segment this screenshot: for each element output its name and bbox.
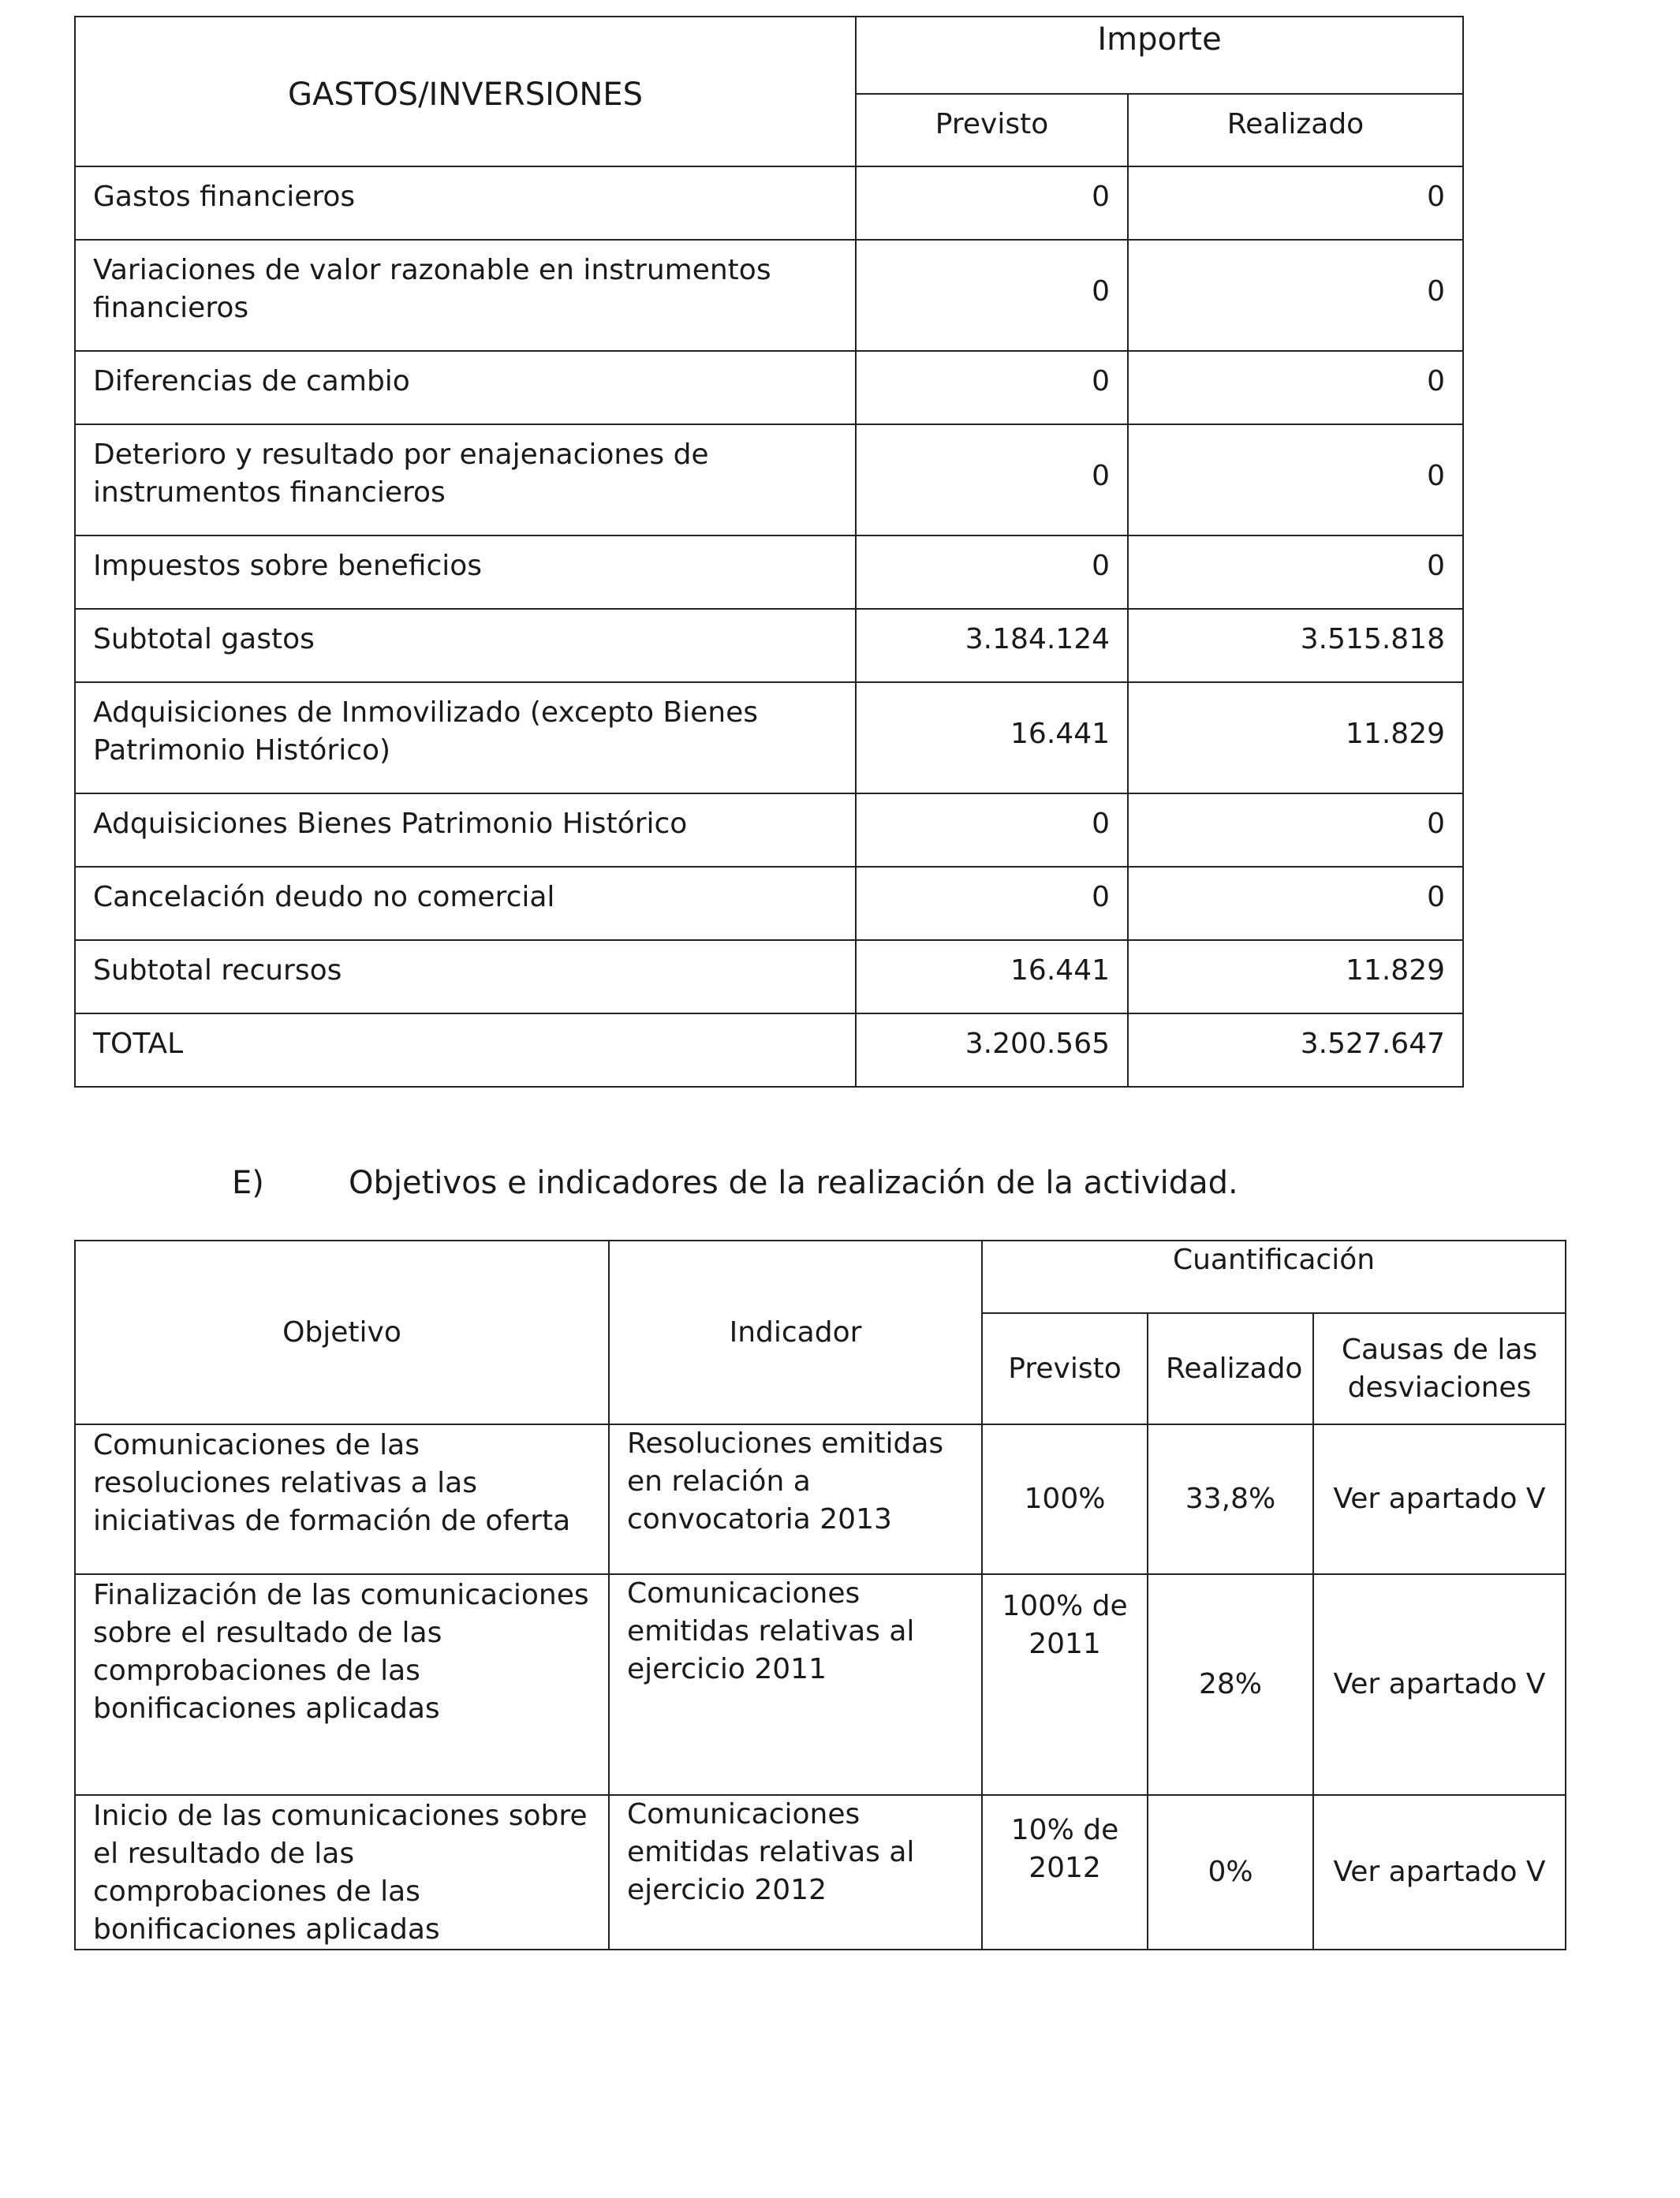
header-cuantificacion: Cuantificación bbox=[982, 1241, 1566, 1313]
table-row bbox=[75, 1013, 1463, 1087]
row-label: Subtotal recursos bbox=[75, 940, 856, 1013]
row-realizado: 0 bbox=[1128, 867, 1463, 940]
row-label: Adquisiciones Bienes Patrimonio Histórico bbox=[75, 793, 856, 867]
row-realizado: 0% bbox=[1148, 1795, 1313, 1950]
header-realizado: Realizado bbox=[1128, 94, 1463, 166]
row-causas: Ver apartado V bbox=[1313, 1574, 1566, 1795]
row-realizado: 11.829 bbox=[1128, 682, 1463, 793]
header-causas: Causas de las desviaciones bbox=[1313, 1313, 1566, 1424]
table-row bbox=[75, 793, 1463, 867]
row-previsto: 10% de 2012 bbox=[982, 1795, 1148, 1950]
table-row bbox=[75, 1574, 1566, 1795]
row-previsto: 100% de 2011 bbox=[982, 1574, 1148, 1795]
row-objetivo: Comunicaciones de las resoluciones relativas a las iniciativas de formación de oferta bbox=[75, 1424, 609, 1574]
row-label: Deterioro y resultado por enajenaciones de instrumentos financieros bbox=[75, 424, 856, 536]
row-previsto: 0 bbox=[856, 536, 1128, 609]
row-previsto: 16.441 bbox=[856, 682, 1128, 793]
row-previsto: 100% bbox=[982, 1424, 1148, 1574]
table-row bbox=[75, 682, 1463, 793]
header-previsto: Previsto bbox=[982, 1313, 1148, 1424]
row-label: Impuestos sobre beneficios bbox=[75, 536, 856, 609]
row-realizado: 11.829 bbox=[1128, 940, 1463, 1013]
row-realizado: 0 bbox=[1128, 424, 1463, 536]
section-title: Objetivos e indicadores de la realización de la actividad. bbox=[349, 1165, 1238, 1201]
table-row bbox=[75, 940, 1463, 1013]
section-letter: E) bbox=[232, 1165, 264, 1201]
row-indicador: Comunicaciones emitidas relativas al ejercicio 2012 bbox=[609, 1795, 982, 1950]
row-realizado: 3.527.647 bbox=[1128, 1013, 1463, 1087]
row-previsto: 0 bbox=[856, 166, 1128, 240]
row-label: Adquisiciones de Inmovilizado (excepto Bienes Patrimonio Histórico) bbox=[75, 682, 856, 793]
row-previsto: 3.184.124 bbox=[856, 609, 1128, 682]
row-previsto: 0 bbox=[856, 793, 1128, 867]
row-objetivo: Inicio de las comunicaciones sobre el resultado de las comprobaciones de las bonificaciones aplicadas bbox=[75, 1795, 609, 1950]
table-row bbox=[75, 609, 1463, 682]
table-row bbox=[75, 240, 1463, 351]
row-previsto: 0 bbox=[856, 351, 1128, 424]
row-causas: Ver apartado V bbox=[1313, 1795, 1566, 1950]
row-previsto: 16.441 bbox=[856, 940, 1128, 1013]
row-label: Gastos financieros bbox=[75, 166, 856, 240]
row-label: Variaciones de valor razonable en instrumentos financieros bbox=[75, 240, 856, 351]
section-e-heading bbox=[232, 1161, 1238, 1205]
table-row bbox=[75, 351, 1463, 424]
row-realizado: 0 bbox=[1128, 793, 1463, 867]
row-realizado: 3.515.818 bbox=[1128, 609, 1463, 682]
row-previsto: 0 bbox=[856, 424, 1128, 536]
table-row bbox=[75, 1424, 1566, 1574]
row-realizado: 0 bbox=[1128, 351, 1463, 424]
row-realizado: 0 bbox=[1128, 240, 1463, 351]
table-row bbox=[75, 536, 1463, 609]
header-indicador: Indicador bbox=[609, 1241, 982, 1424]
header-realizado: Realizado bbox=[1148, 1313, 1313, 1424]
row-objetivo: Finalización de las comunicaciones sobre el resultado de las comprobaciones de las bonificaciones aplicadas bbox=[75, 1574, 609, 1795]
table-row bbox=[75, 166, 1463, 240]
row-realizado: 33,8% bbox=[1148, 1424, 1313, 1574]
row-label: Subtotal gastos bbox=[75, 609, 856, 682]
objetivos-table-body bbox=[75, 1424, 1566, 1950]
row-causas: Ver apartado V bbox=[1313, 1424, 1566, 1574]
header-objetivo: Objetivo bbox=[75, 1241, 609, 1424]
row-label: TOTAL bbox=[75, 1013, 856, 1087]
gastos-inversiones-table bbox=[74, 16, 1464, 1088]
table-row bbox=[75, 1795, 1566, 1950]
row-previsto: 0 bbox=[856, 867, 1128, 940]
header-gastos-inversiones: GASTOS/INVERSIONES bbox=[75, 17, 856, 166]
row-realizado: 0 bbox=[1128, 166, 1463, 240]
row-realizado: 0 bbox=[1128, 536, 1463, 609]
objetivos-indicadores-table bbox=[74, 1240, 1566, 1950]
header-importe: Importe bbox=[856, 17, 1463, 94]
row-previsto: 3.200.565 bbox=[856, 1013, 1128, 1087]
row-realizado: 28% bbox=[1148, 1574, 1313, 1795]
row-indicador: Resoluciones emitidas en relación a convocatoria 2013 bbox=[609, 1424, 982, 1574]
table-row bbox=[75, 424, 1463, 536]
row-previsto: 0 bbox=[856, 240, 1128, 351]
gastos-table-body bbox=[75, 166, 1463, 1087]
row-label: Diferencias de cambio bbox=[75, 351, 856, 424]
row-label: Cancelación deudo no comercial bbox=[75, 867, 856, 940]
row-indicador: Comunicaciones emitidas relativas al ejercicio 2011 bbox=[609, 1574, 982, 1795]
table-row bbox=[75, 867, 1463, 940]
header-previsto: Previsto bbox=[856, 94, 1128, 166]
